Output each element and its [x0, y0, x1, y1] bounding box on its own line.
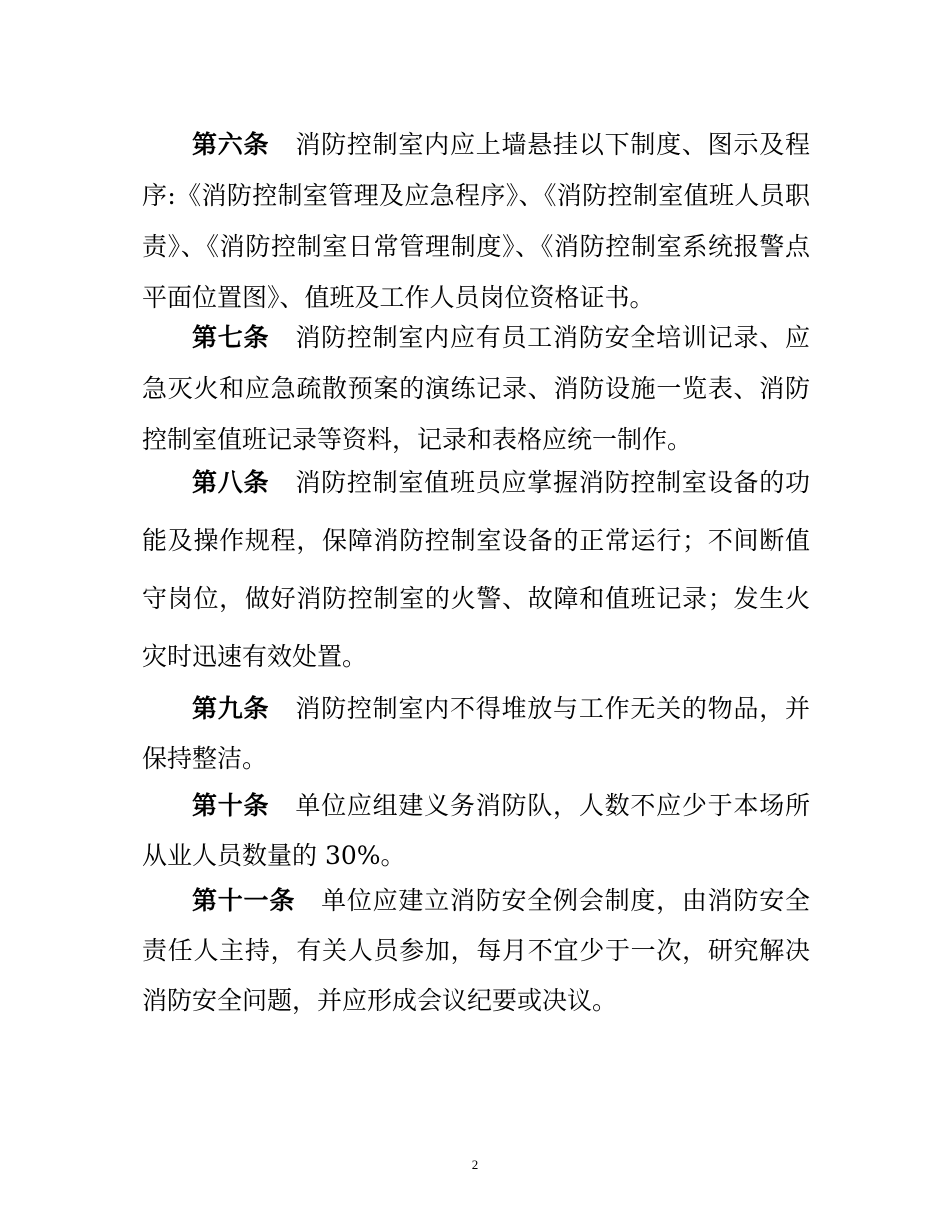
- article-text: 单位应建立消防安全例会制度，由消防安全责任人主持，有关人员参加，每月不宜少于一次，研究解决消防安全问题，并应形成会议纪要或决议。: [142, 886, 810, 1015]
- article-text: 消防控制室值班员应掌握消防控制室设备的功能及操作规程，保障消防控制室设备的正常运行；不间断值守岗位，做好消防控制室的火警、故障和值班记录；发生火灾时迅速有效处置。: [142, 468, 810, 671]
- article-7: [142, 312, 810, 465]
- article-text: 单位应组建义务消防队，人数不应少于本场所从业人员数量的 30%。: [142, 791, 810, 870]
- article-9: [142, 684, 810, 784]
- article-text: 消防控制室内应有员工消防安全培训记录、应急灭火和应急疏散预案的演练记录、消防设施一览表、消防控制室值班记录等资料，记录和表格应统一制作。: [142, 323, 810, 454]
- article-6: [142, 119, 810, 323]
- article-8: [142, 454, 810, 686]
- article-label: 第七条: [192, 323, 270, 352]
- article-label: 第十一条: [192, 886, 296, 915]
- article-text: 消防控制室内应上墙悬挂以下制度、图示及程序:《消防控制室管理及应急程序》、《消防控制室值班人员职责》、《消防控制室日常管理制度》、《消防控制室系统报警点平面位置图》、值班及工作人员岗位资格证书。: [142, 130, 810, 312]
- article-11: [142, 876, 810, 1026]
- article-text: 消防控制室内不得堆放与工作无关的物品，并保持整洁。: [142, 694, 810, 773]
- article-label: 第九条: [192, 694, 270, 723]
- article-10: [142, 781, 810, 881]
- page-number: 2: [471, 1157, 479, 1172]
- article-label: 第八条: [192, 468, 270, 497]
- article-label: 第六条: [192, 130, 270, 159]
- article-label: 第十条: [192, 791, 270, 820]
